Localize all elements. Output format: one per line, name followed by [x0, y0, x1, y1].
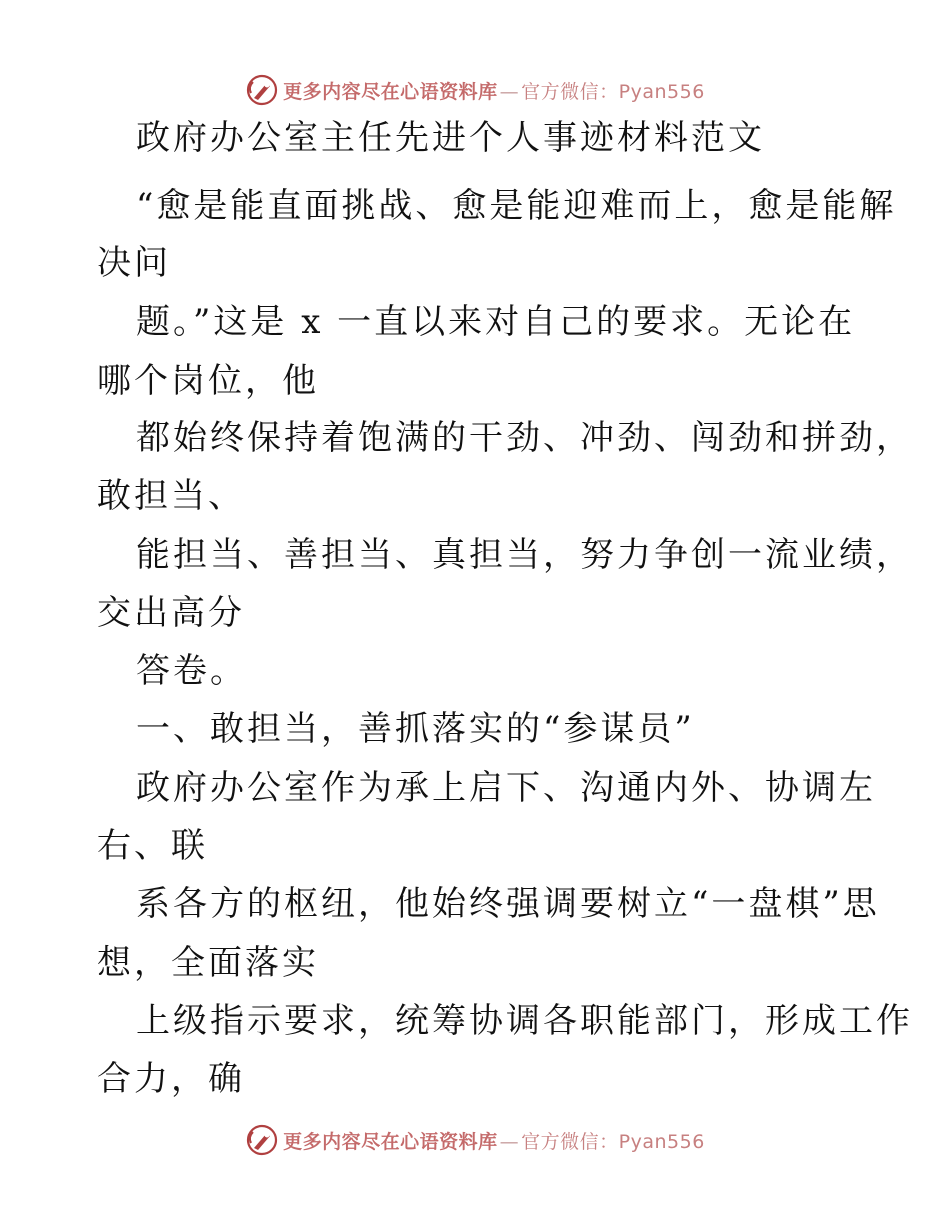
paragraph-line: 答卷。: [136, 651, 247, 691]
paragraph-line: 合力，确: [97, 1059, 245, 1099]
banner-brand: 更多内容尽在心语资料库: [283, 80, 498, 103]
paragraph-line: 政府办公室作为承上启下、沟通内外、协调左: [136, 768, 876, 808]
banner-brand: 更多内容尽在心语资料库: [283, 1130, 498, 1153]
pen-nib-logo-icon: [245, 73, 279, 107]
banner-wechat: 官方微信：Pyan556: [521, 80, 705, 103]
paragraph-line: 上级指示要求，统筹协调各职能部门，形成工作: [136, 1001, 913, 1041]
paragraph-line: 右、联: [97, 826, 208, 866]
document-title: 政府办公室主任先进个人事迹材料范文: [136, 118, 765, 158]
paragraph-line: 都始终保持着饱满的干劲、冲劲、闯劲和拼劲，: [136, 418, 913, 458]
banner-text: [283, 1127, 705, 1154]
banner-separator: —: [499, 80, 520, 103]
banner-separator: —: [499, 1130, 520, 1153]
banner-wechat: 官方微信：Pyan556: [521, 1130, 705, 1153]
paragraph-line: 能担当、善担当、真担当，努力争创一流业绩，: [136, 535, 913, 575]
paragraph-line: 敢担当、: [97, 476, 245, 516]
paragraph-line: 题。”这是 x 一直以来对自己的要求。无论在: [136, 302, 856, 342]
banner-text: [283, 77, 705, 104]
paragraph-line: 决问: [97, 243, 171, 283]
paragraph-line: 哪个岗位，他: [97, 361, 319, 401]
paragraph-line: 交出高分: [97, 593, 245, 633]
footer-banner: [0, 1120, 950, 1160]
header-banner: [0, 70, 950, 110]
pen-nib-logo-icon: [245, 1123, 279, 1157]
section-heading: 一、敢担当，善抓落实的“参谋员”: [136, 709, 695, 749]
paragraph-line: 系各方的枢纽，他始终强调要树立“一盘棋”思: [136, 884, 880, 924]
paragraph-line: 想，全面落实: [97, 943, 319, 983]
paragraph-line: “愈是能直面挑战、愈是能迎难而上，愈是能解: [136, 186, 897, 226]
